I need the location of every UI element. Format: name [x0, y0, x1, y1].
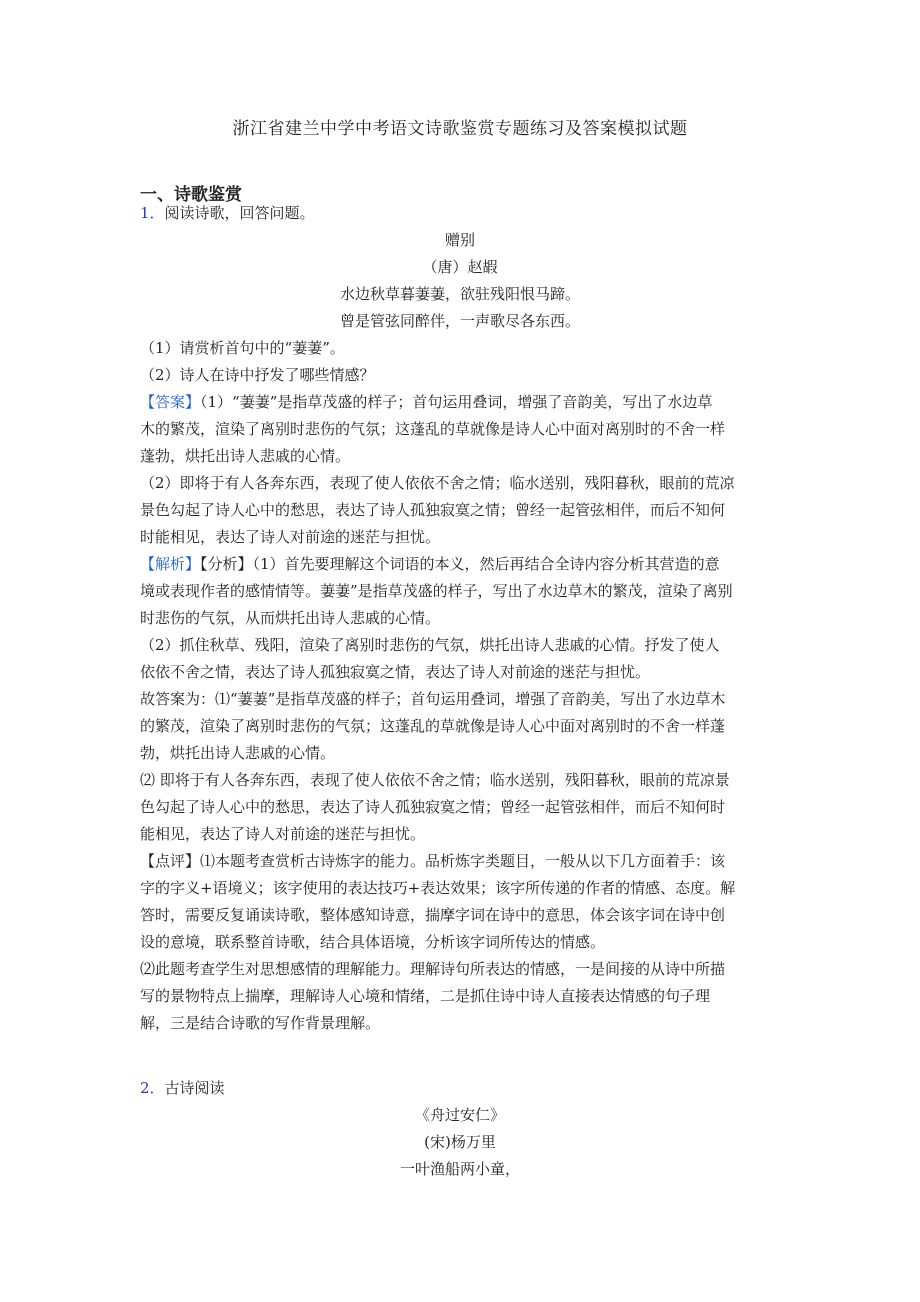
- analysis-line: 能相见，表达了诗人对前途的迷茫与担忧。: [140, 825, 426, 843]
- answer-line: 【答案】（1）“萋萋”是指草茂盛的样子；首句运用叠词，增强了音韵美，写出了水边草: [140, 393, 713, 411]
- comment-line: 【点评】⑴本题考查赏析古诗炼字的能力。品析炼字类题目，一般从以下几方面着手：该: [140, 852, 726, 870]
- question-1-prompt: [140, 200, 780, 227]
- sub-question-2: （2）诗人在诗中抒发了哪些情感？: [140, 366, 375, 384]
- poem-title: 《舟过安仁》: [414, 1106, 505, 1124]
- poem-author: （唐）赵嘏: [422, 258, 498, 276]
- question-2: [140, 1075, 780, 1183]
- analysis-tag: 【解析】: [140, 555, 201, 573]
- poem-title: 赠别: [444, 231, 475, 249]
- analysis-line: 时悲伤的气氛，从而烘托出诗人悲戚的心情。: [140, 609, 441, 627]
- analysis-line: 色勾起了诗人心中的愁思，表达了诗人孤独寂寞之情；曾经一起管弦相伴，而后不知何时: [140, 798, 726, 816]
- analysis-line: 故答案为：⑴“萋萋”是指草茂盛的样子；首句运用叠词，增强了音韵美，写出了水边草木: [140, 690, 726, 708]
- answer-line: 时能相见，表达了诗人对前途的迷茫与担忧。: [140, 528, 441, 546]
- analysis-line: 勃，烘托出诗人悲戚的心情。: [140, 744, 336, 762]
- comment-line: 字的字义+语境义；该字使用的表达技巧+表达效果；该字所传递的作者的情感、态度。解: [140, 879, 736, 897]
- answer-line: 木的繁茂，渲染了离别时悲伤的气氛；这蓬乱的草就像是诗人心中面对离别时的不舍一样: [140, 420, 726, 438]
- question-text: 阅读诗歌，回答问题。: [164, 204, 315, 222]
- answer-tag: 【答案】: [140, 393, 201, 411]
- question-text: 古诗阅读: [164, 1079, 225, 1097]
- comment-line: 设的意境，联系整首诗歌，结合具体语境，分析该字词所传达的情感。: [140, 933, 606, 951]
- comment-line: ⑵此题考查学生对思想感情的理解能力。理解诗句所表达的情感，一是间接的从诗中所描: [140, 960, 726, 978]
- comment-line: 解，三是结合诗歌的写作背景理解。: [140, 1014, 381, 1032]
- poem-line: 一叶渔船两小童，: [399, 1160, 520, 1178]
- comment-line: 答时，需要反复诵读诗歌，整体感知诗意，揣摩字词在诗中的意思，体会该字词在诗中创: [140, 906, 726, 924]
- analysis-line: （2）抓住秋草、残阳，渲染了离别时悲伤的气氛，烘托出诗人悲戚的心情。抒发了使人: [140, 636, 720, 654]
- analysis-line: 依依不舍之情，表达了诗人孤独寂寞之情，表达了诗人对前途的迷茫与担忧。: [140, 663, 651, 681]
- question-number: 1．: [140, 204, 165, 222]
- analysis-line: 【解析】【分析】（1）首先要理解这个词语的本义，然后再结合全诗内容分析其营造的意: [140, 555, 720, 573]
- document-title: 浙江省建兰中学中考语文诗歌鉴赏专题练习及答案模拟试题: [232, 119, 688, 139]
- poem-line: 曾是管弦同醉伴，一声歌尽各东西。: [339, 312, 580, 330]
- question-1: [140, 200, 780, 1037]
- sub-question-1: （1）请赏析首句中的“萋萋”。: [140, 339, 345, 357]
- analysis-line: ⑵ 即将于有人各奔东西，表现了使人依依不舍之情；临水送别，残阳暮秋，眼前的荒凉景: [140, 771, 730, 789]
- answer-line: 景色勾起了诗人心中的愁思，表达了诗人孤独寂寞之情；曾经一起管弦相伴，而后不知何: [140, 501, 726, 519]
- question-2-prompt: [140, 1075, 780, 1102]
- comment-line: 写的景物特点上揣摩，理解诗人心境和情绪，二是抓住诗中诗人直接表达情感的句子理: [140, 987, 711, 1005]
- analysis-line: 境或表现作者的感情情等。萋萋”是指草茂盛的样子，写出了水边草木的繁茂，渲染了离别: [140, 582, 733, 600]
- poem-line: 水边秋草暮萋萋，欲驻残阳恨马蹄。: [339, 285, 580, 303]
- analysis-line: 的繁茂，渲染了离别时悲伤的气氛；这蓬乱的草就像是诗人心中面对离别时的不舍一样蓬: [140, 717, 726, 735]
- section-heading: 一、诗歌鉴赏: [140, 185, 242, 205]
- answer-line: 蓬勃，烘托出诗人悲戚的心情。: [140, 447, 351, 465]
- poem-author: (宋)杨万里: [424, 1133, 496, 1151]
- answer-line: （2）即将于有人各奔东西，表现了使人依依不舍之情；临水送别，残阳暮秋，眼前的荒凉: [140, 474, 735, 492]
- question-number: 2．: [140, 1079, 165, 1097]
